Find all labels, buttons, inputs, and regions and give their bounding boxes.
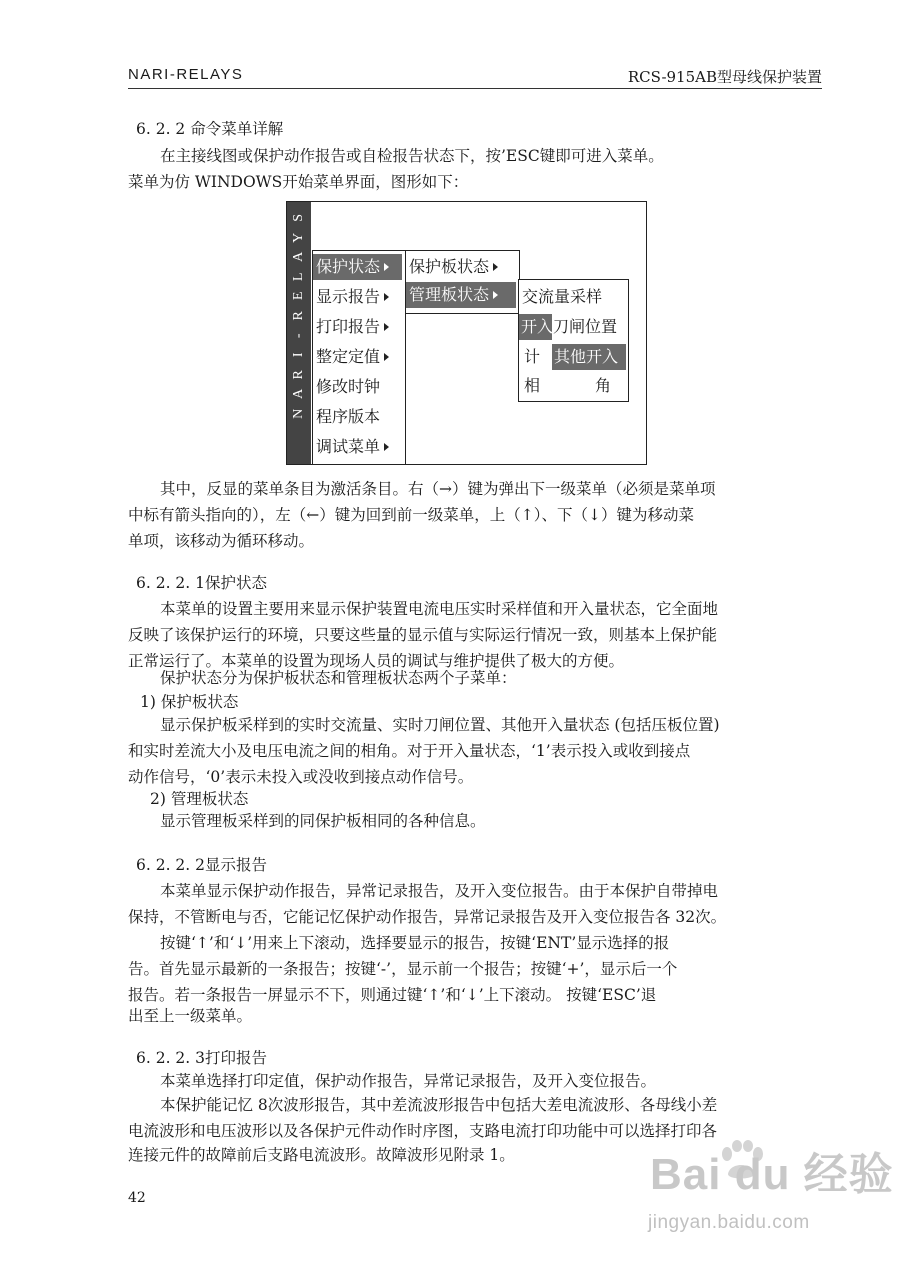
menu-item-calc[interactable]: 计 <box>524 347 541 366</box>
section-6223-p2-l1: 本保护能记忆 8次波形报告，其中差流波形报告中包括大差电流波形、各母线小差 <box>160 1096 718 1114</box>
header-rule <box>128 88 822 89</box>
submenu-arrow-icon <box>384 323 389 331</box>
menu-item-program-version[interactable]: 程序版本 <box>316 407 381 426</box>
side-label-char: N <box>291 408 307 419</box>
third-menu <box>518 279 629 402</box>
after-menu-line2: 中标有箭头指向的），左（←）键为回到前一级菜单，上（↑）、下（↓）键为移动菜 <box>128 506 694 524</box>
section-6221-p1-l2: 反映了该保护运行的环境，只要这些量的显示值与实际运行情况一致，则基本上保护能 <box>128 626 718 644</box>
section-622-line1: 在主接线图或保护动作报告或自检报告状态下，按’ESC键即可进入菜单。 <box>160 147 664 165</box>
side-label-char: L <box>291 272 307 281</box>
menu-item-phase[interactable]: 相 <box>524 376 541 395</box>
menu-item-ac-sampling[interactable]: 交流量采样 <box>522 287 603 306</box>
section-6222-title: 6. 2. 2. 2显示报告 <box>136 856 268 874</box>
sub-menu <box>405 250 520 314</box>
section-6222-p2-l3: 报告。若一条报告一屏显示不下，则通过键‘↑’和‘↓’上下滚动。 按键‘ESC’退 <box>128 986 657 1004</box>
section-6223-title: 6. 2. 2. 3打印报告 <box>136 1049 268 1067</box>
section-622-title: 6. 2. 2 命令菜单详解 <box>136 120 284 138</box>
menu-item-modify-clock[interactable]: 修改时钟 <box>316 377 381 396</box>
menu-side-label <box>287 208 311 424</box>
header-left: NARI-RELAYS <box>128 66 244 83</box>
section-6221-item1-l2: 和实时差流大小及电压电流之间的相角。对于开入量状态，‘1’表示投入或收到接点 <box>128 742 691 760</box>
submenu-arrow-icon <box>384 293 389 301</box>
submenu-arrow-icon <box>384 443 389 451</box>
watermark-brand: Bai du 经验 <box>650 1150 894 1199</box>
section-6222-p2-l4: 出至上一级菜单。 <box>128 1007 253 1025</box>
header-right: RCS-915AB型母线保护装置 <box>627 68 822 86</box>
section-6223-p2-l2: 电流波形和电压波形以及各保护元件动作时序图，支路电流打印功能中可以选择打印各 <box>128 1122 718 1140</box>
side-label-char: E <box>291 291 307 301</box>
menu-item-protection-board-status[interactable]: 保护板状态 <box>406 254 498 280</box>
section-6222-p2-l1: 按键‘↑’和‘↓’用来上下滚动，选择要显示的报告，按键‘ENT’显示选择的报 <box>160 934 670 952</box>
side-label-char: R <box>291 369 307 380</box>
after-menu-line3: 单项，该移动为循环移动。 <box>128 532 315 550</box>
menu-side-bar <box>287 202 311 464</box>
side-label-char: I <box>291 352 307 358</box>
submenu-arrow-icon <box>493 263 498 271</box>
menu-item-debug-menu[interactable]: 调试菜单 <box>313 434 389 460</box>
menu-item-display-report[interactable]: 显示报告 <box>313 284 389 310</box>
menu-item-settings[interactable]: 整定定值 <box>313 344 389 370</box>
menu-item-management-board-status[interactable]: 管理板状态 <box>406 282 516 308</box>
menu-figure <box>286 201 647 465</box>
submenu-arrow-icon <box>384 353 389 361</box>
submenu-arrow-icon <box>493 291 498 299</box>
side-label-char: A <box>291 251 307 263</box>
section-6221-item1-l1: 显示保护板采样到的实时交流量、实时刀闸位置、其他开入量状态 (包括压板位置) <box>160 716 720 734</box>
section-6223-p2-l3: 连接元件的故障前后支路电流波形。故障波形见附录 1。 <box>128 1146 515 1164</box>
watermark-url: jingyan.baidu.com <box>648 1212 810 1233</box>
section-6221-p1-l1: 本菜单的设置主要用来显示保护装置电流电压实时采样值和开入量状态，它全面地 <box>160 600 719 618</box>
section-6221-item2-title: 2) 管理板状态 <box>150 790 249 808</box>
side-label-char: R <box>291 311 307 321</box>
section-6222-p1-l1: 本菜单显示保护动作报告，异常记录报告，及开入变位报告。由于本保护自带掉电 <box>160 882 719 900</box>
side-label-char: A <box>291 389 307 400</box>
section-6222-p2-l2: 告。首先显示最新的一条报告；按键‘-’，显示前一个报告；按键‘+’，显示后一个 <box>128 960 678 978</box>
side-label-char: - <box>291 333 307 338</box>
main-menu <box>312 250 406 465</box>
menu-item-other-inputs[interactable]: 其他开入 <box>552 344 626 370</box>
section-6221-p2: 保护状态分为保护板状态和管理板状态两个子菜单： <box>160 669 517 687</box>
section-6221-item1-title: 1) 保护板状态 <box>140 693 239 711</box>
section-6223-p1: 本菜单选择打印定值，保护动作报告，异常记录报告，及开入变位报告。 <box>160 1072 657 1090</box>
submenu-arrow-icon <box>384 263 389 271</box>
section-6221-title: 6. 2. 2. 1保护状态 <box>136 574 268 592</box>
menu-item-protection-status[interactable]: 保护状态 <box>313 254 402 280</box>
section-622-line2: 菜单为仿 WINDOWS开始菜单界面，图形如下： <box>128 173 469 191</box>
section-6221-item1-l3: 动作信号，‘0’表示未投入或没收到接点动作信号。 <box>128 768 474 786</box>
section-6222-p1-l2: 保持，不管断电与否，它能记忆保护动作报告，异常记录报告及开入变位报告各 32次。 <box>128 908 727 926</box>
menu-item-disconnector-position[interactable]: 刀闸位置 <box>553 317 618 336</box>
section-6221-item2-l1: 显示管理板采样到的同保护板相同的各种信息。 <box>160 812 486 830</box>
menu-item-binary-input[interactable]: 开入 <box>519 314 552 340</box>
menu-item-angle[interactable]: 角 <box>595 376 612 395</box>
section-6221-p1-l3: 正常运行了。本菜单的设置为现场人员的调试与维护提供了极大的方便。 <box>128 652 625 670</box>
page-number: 42 <box>128 1190 146 1206</box>
after-menu-line1: 其中，反显的菜单条目为激活条目。右（→）键为弹出下一级菜单（必须是菜单项 <box>160 480 716 498</box>
side-label-char: S <box>291 213 307 222</box>
side-label-char: Y <box>291 232 307 243</box>
menu-item-print-report[interactable]: 打印报告 <box>313 314 389 340</box>
